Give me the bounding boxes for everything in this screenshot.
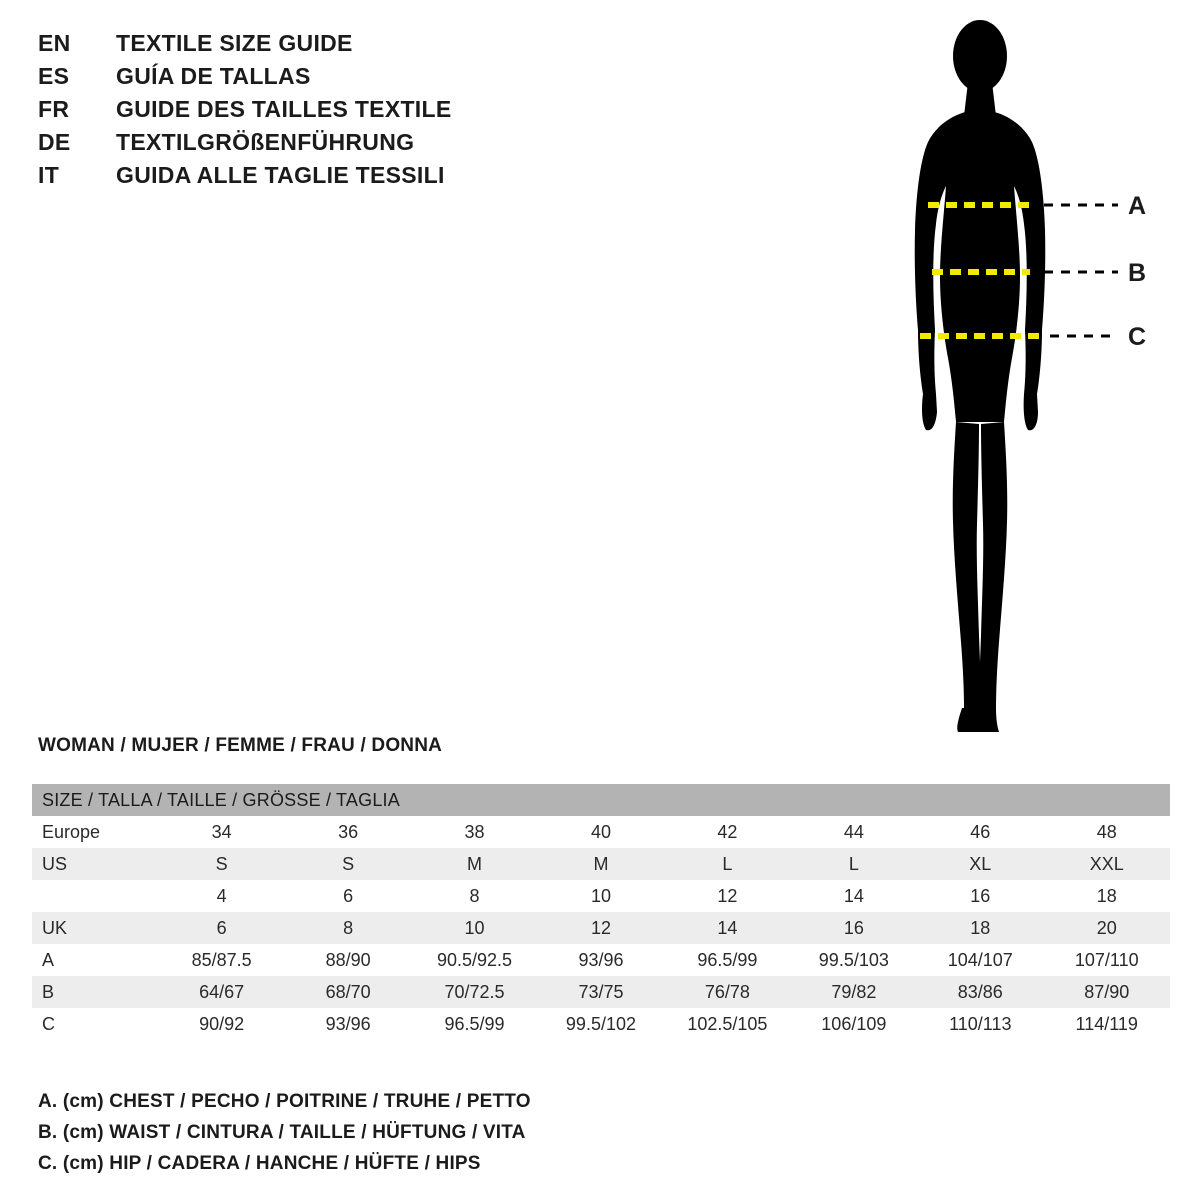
table-row xyxy=(32,816,1170,848)
cell: 64/67 xyxy=(199,982,245,1002)
cell: L xyxy=(722,854,733,874)
footnote-a: A. (cm) CHEST / PECHO / POITRINE / TRUHE / PETTO xyxy=(38,1091,531,1112)
cell: 93/96 xyxy=(578,950,624,970)
table-row xyxy=(32,912,1170,944)
row-label: C xyxy=(42,1014,55,1034)
title-row xyxy=(38,63,658,96)
title-row xyxy=(38,129,658,162)
cell: 96.5/99 xyxy=(697,950,758,970)
cell: 18 xyxy=(970,918,991,938)
cell: 87/90 xyxy=(1084,982,1130,1002)
table-row xyxy=(32,944,1170,976)
cell: 34 xyxy=(211,822,232,842)
title-lang-fr: FR xyxy=(38,96,70,122)
cell: 102.5/105 xyxy=(687,1014,768,1034)
title-text-fr: GUIDE DES TAILLES TEXTILE xyxy=(116,96,452,122)
title-row xyxy=(38,162,658,195)
cell: XXL xyxy=(1089,854,1124,874)
cell: 14 xyxy=(843,886,864,906)
title-text-es: GUÍA DE TALLAS xyxy=(116,63,311,89)
cell: M xyxy=(593,854,609,874)
cell: 16 xyxy=(843,918,864,938)
title-lang-de: DE xyxy=(38,129,71,155)
woman-silhouette-icon xyxy=(915,20,1046,732)
table-header-label: SIZE / TALLA / TAILLE / GRÖSSE / TAGLIA xyxy=(32,784,1170,816)
title-lang-es: ES xyxy=(38,63,70,89)
title-row xyxy=(38,30,658,63)
cell: 90/92 xyxy=(199,1014,245,1034)
cell: 90.5/92.5 xyxy=(436,950,513,970)
table-header-row xyxy=(32,784,1170,816)
cell: 10 xyxy=(590,886,611,906)
cell: 36 xyxy=(338,822,359,842)
measure-label-b: B xyxy=(1128,259,1147,287)
cell: 104/107 xyxy=(947,950,1013,970)
title-lang-it: IT xyxy=(38,162,60,188)
cell: 106/109 xyxy=(821,1014,887,1034)
measure-label-a: A xyxy=(1128,192,1147,220)
cell: 40 xyxy=(590,822,611,842)
cell: 8 xyxy=(469,886,480,906)
cell: 93/96 xyxy=(325,1014,371,1034)
cell: 96.5/99 xyxy=(444,1014,505,1034)
table-row xyxy=(32,848,1170,880)
footnote-c: C. (cm) HIP / CADERA / HANCHE / HÜFTE / HIPS xyxy=(38,1153,481,1174)
cell: 48 xyxy=(1096,822,1117,842)
row-label: Europe xyxy=(42,822,101,842)
cell: 70/72.5 xyxy=(444,982,505,1002)
row-label: B xyxy=(42,982,55,1002)
cell: 68/70 xyxy=(325,982,371,1002)
row-label: A xyxy=(42,950,55,970)
title-row xyxy=(38,96,658,129)
table-row xyxy=(32,976,1170,1008)
cell: 83/86 xyxy=(957,982,1003,1002)
table-row xyxy=(32,880,1170,912)
cell: 44 xyxy=(843,822,864,842)
cell: 4 xyxy=(216,886,227,906)
cell: 12 xyxy=(717,886,738,906)
cell: M xyxy=(467,854,483,874)
body-measurement-figure xyxy=(860,18,1180,738)
cell: 99.5/103 xyxy=(818,950,889,970)
row-label: US xyxy=(42,854,68,874)
title-block xyxy=(38,30,658,195)
cell: 18 xyxy=(1096,886,1117,906)
cell: 14 xyxy=(717,918,738,938)
cell: 79/82 xyxy=(831,982,877,1002)
cell: 6 xyxy=(343,886,354,906)
section-heading: WOMAN / MUJER / FEMME / FRAU / DONNA xyxy=(38,735,443,756)
title-lang-en: EN xyxy=(38,30,71,56)
cell: L xyxy=(848,854,859,874)
cell: 85/87.5 xyxy=(191,950,252,970)
cell: 12 xyxy=(590,918,611,938)
row-label xyxy=(32,880,158,912)
cell: 73/75 xyxy=(578,982,624,1002)
cell: 16 xyxy=(970,886,991,906)
cell: 10 xyxy=(464,918,485,938)
cell: 6 xyxy=(216,918,227,938)
cell: 110/113 xyxy=(949,1014,1012,1034)
title-text-it: GUIDA ALLE TAGLIE TESSILI xyxy=(116,162,445,188)
cell: XL xyxy=(969,854,992,874)
cell: 114/119 xyxy=(1075,1014,1138,1034)
table-row xyxy=(32,1008,1170,1040)
cell: 107/110 xyxy=(1074,950,1139,970)
footnotes xyxy=(38,1086,838,1179)
cell: 76/78 xyxy=(704,982,750,1002)
title-text-de: TEXTILGRÖßENFÜHRUNG xyxy=(116,129,415,155)
cell: 42 xyxy=(717,822,738,842)
size-table xyxy=(32,784,1170,1040)
cell: 46 xyxy=(970,822,991,842)
cell: 88/90 xyxy=(325,950,371,970)
measure-label-c: C xyxy=(1128,323,1147,351)
cell: 20 xyxy=(1096,918,1117,938)
cell: 8 xyxy=(343,918,354,938)
row-label: UK xyxy=(42,918,68,938)
title-text-en: TEXTILE SIZE GUIDE xyxy=(116,30,353,56)
footnote-b: B. (cm) WAIST / CINTURA / TAILLE / HÜFTUNG / VITA xyxy=(38,1122,526,1143)
cell: S xyxy=(215,854,228,874)
cell: 99.5/102 xyxy=(565,1014,636,1034)
cell: 38 xyxy=(464,822,485,842)
cell: S xyxy=(342,854,355,874)
